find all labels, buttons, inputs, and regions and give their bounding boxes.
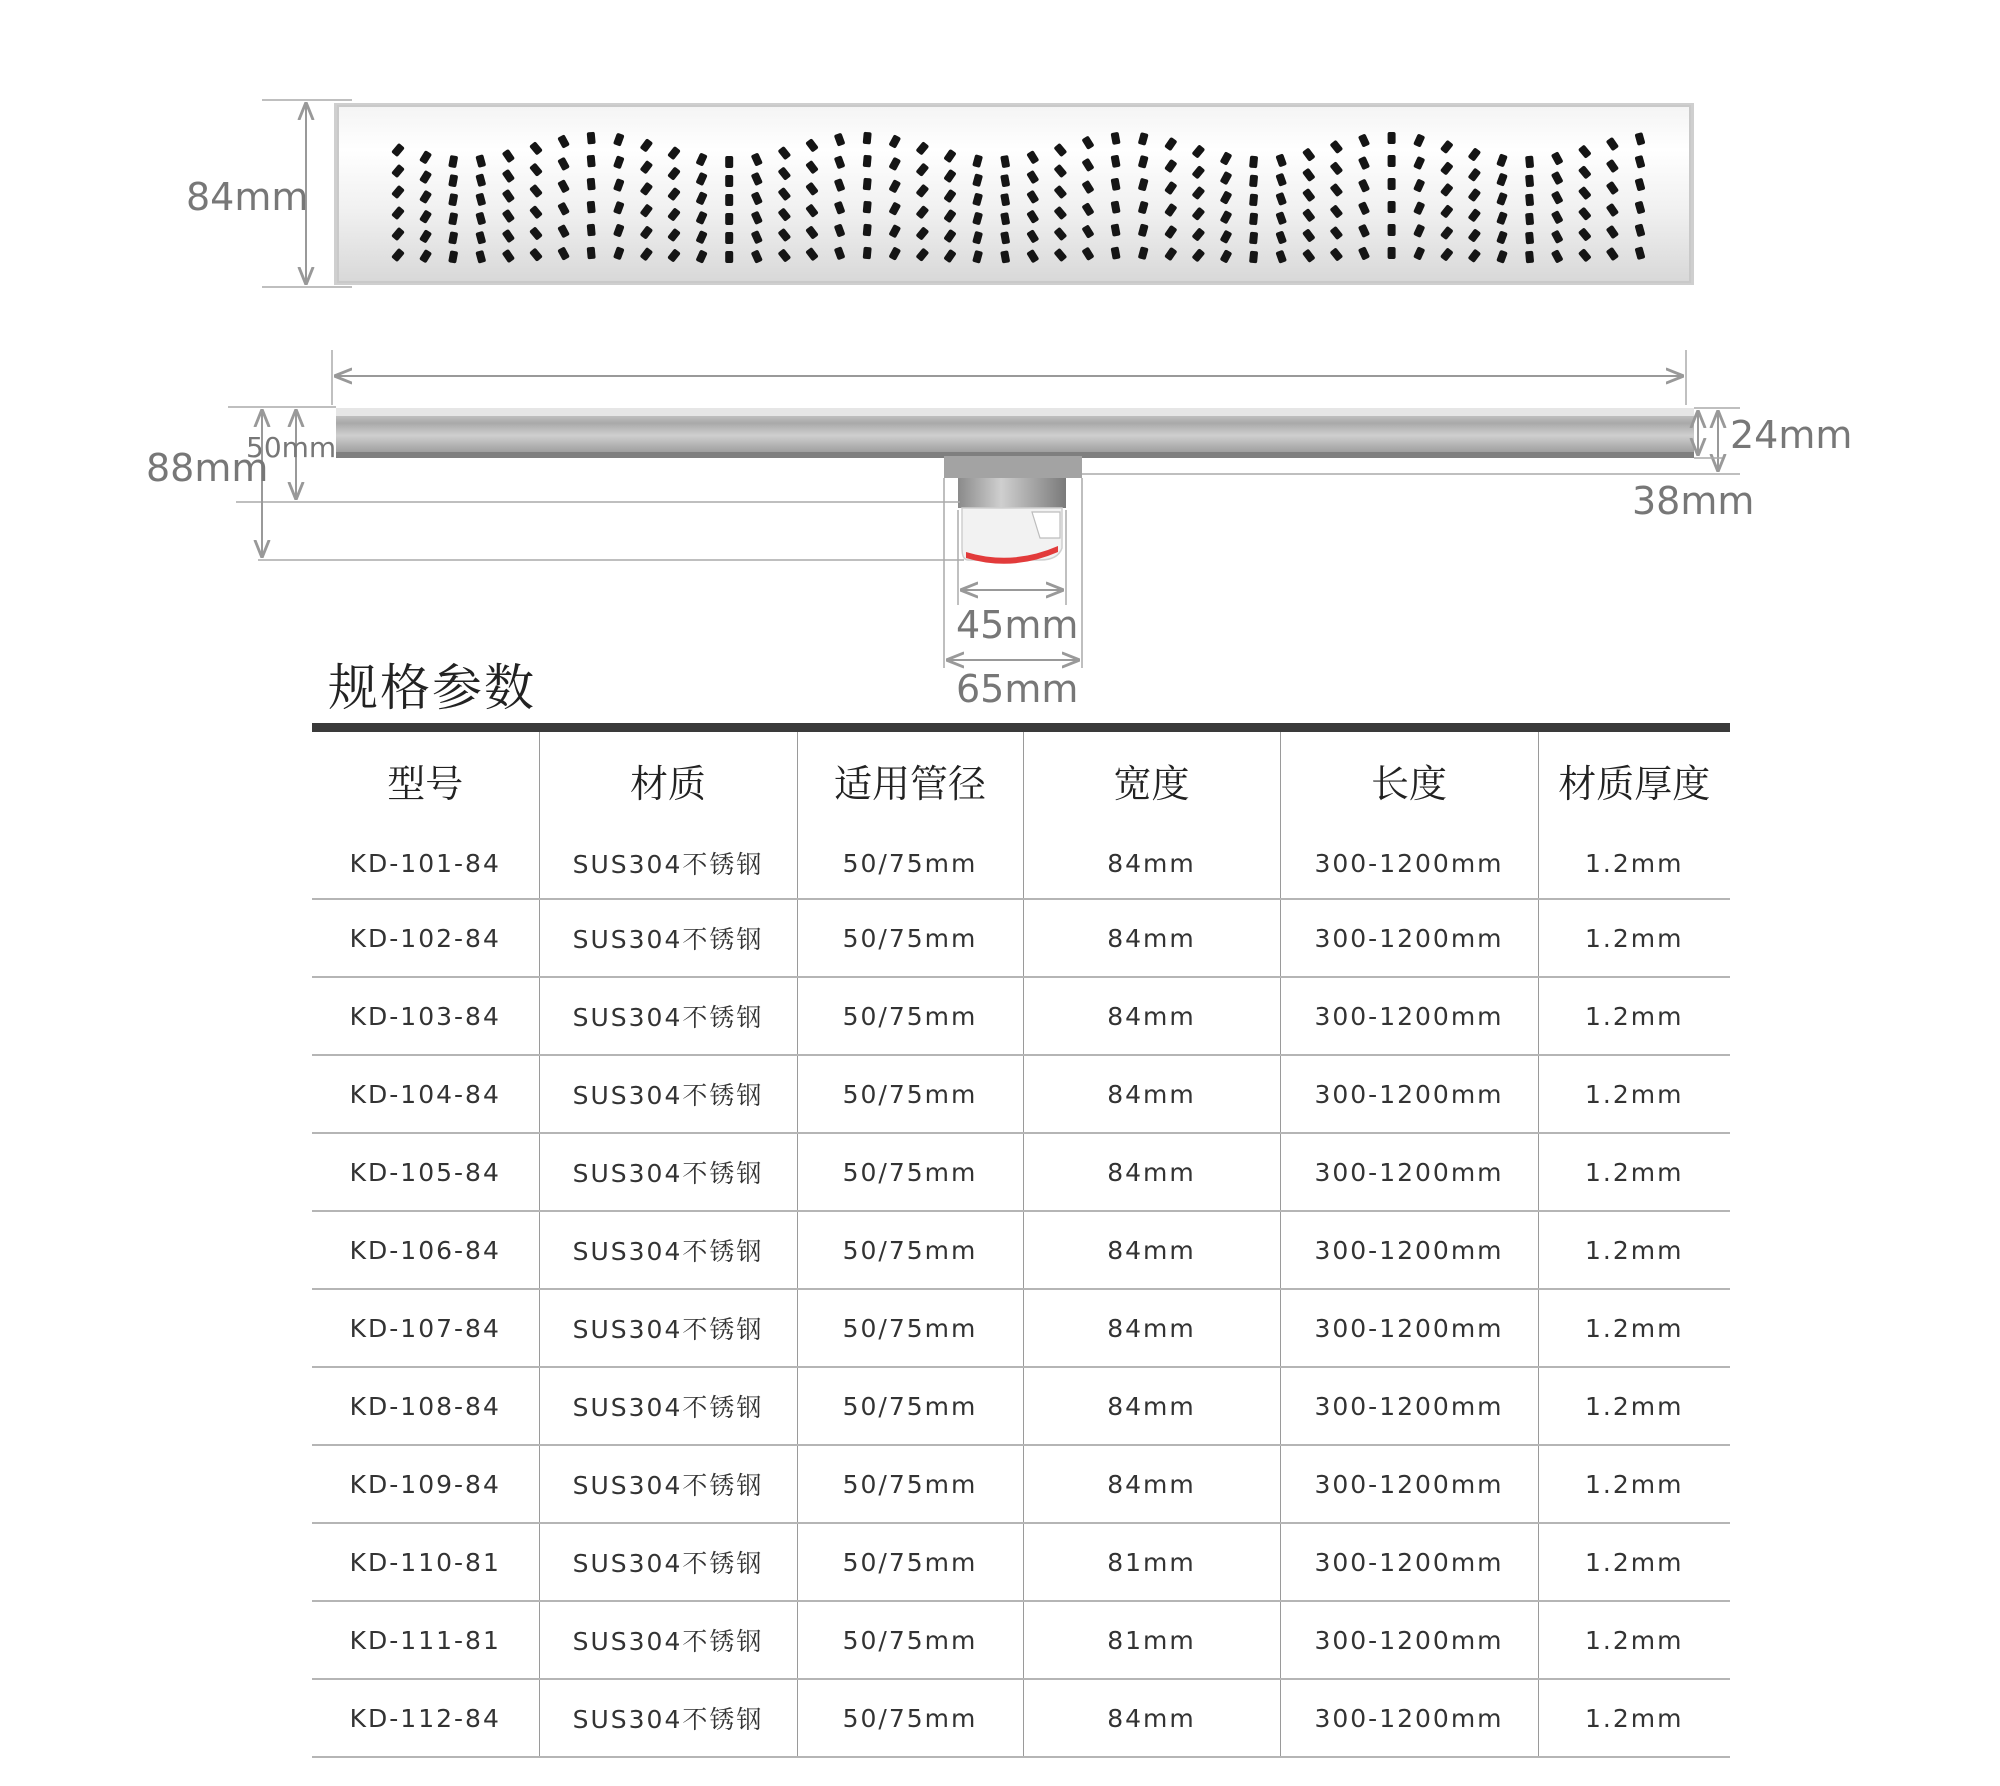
header-length: 长度 bbox=[1280, 732, 1538, 828]
cell-pipe-diameter: 50/75mm bbox=[797, 1445, 1023, 1523]
cell-pipe-diameter: 50/75mm bbox=[797, 1679, 1023, 1757]
cell-material: SUS304不锈钢 bbox=[539, 1601, 797, 1679]
cell-length: 300-1200mm bbox=[1280, 1211, 1538, 1289]
header-pipe-diameter: 适用管径 bbox=[797, 732, 1023, 828]
cell-length: 300-1200mm bbox=[1280, 1679, 1538, 1757]
cell-width: 84mm bbox=[1023, 1367, 1280, 1445]
cell-material: SUS304不锈钢 bbox=[539, 1679, 797, 1757]
table-row bbox=[312, 1133, 1730, 1211]
cell-width: 84mm bbox=[1023, 1445, 1280, 1523]
cell-model: KD-112-84 bbox=[312, 1679, 539, 1757]
pipe-outer-label: 65mm bbox=[956, 667, 1079, 711]
spec-title-bar bbox=[312, 723, 1730, 732]
cell-thickness: 1.2mm bbox=[1538, 828, 1730, 899]
grate-hole bbox=[1388, 178, 1396, 190]
grate-hole bbox=[1525, 156, 1534, 169]
cell-length: 300-1200mm bbox=[1280, 828, 1538, 899]
cell-material: SUS304不锈钢 bbox=[539, 977, 797, 1055]
cell-pipe-diameter: 50/75mm bbox=[797, 977, 1023, 1055]
cell-material: SUS304不锈钢 bbox=[539, 1367, 797, 1445]
grate-hole bbox=[1249, 175, 1258, 188]
grate-hole bbox=[863, 178, 872, 191]
grate-hole bbox=[725, 156, 733, 168]
cell-width: 84mm bbox=[1023, 1289, 1280, 1367]
header-model: 型号 bbox=[387, 761, 464, 806]
header-thickness: 材质厚度 bbox=[1538, 732, 1730, 828]
cell-width: 81mm bbox=[1023, 1601, 1280, 1679]
width-dimension bbox=[186, 100, 352, 287]
spec-table bbox=[312, 732, 1730, 1758]
table-row bbox=[312, 1211, 1730, 1289]
grate-hole bbox=[863, 247, 872, 260]
cell-thickness: 1.2mm bbox=[1538, 977, 1730, 1055]
header-material: 材质 bbox=[539, 732, 797, 828]
grate-hole bbox=[1525, 175, 1534, 188]
table-row bbox=[312, 1679, 1730, 1757]
grate-hole bbox=[1249, 194, 1258, 207]
cell-model: KD-104-84 bbox=[312, 1055, 539, 1133]
cell-width: 84mm bbox=[1023, 977, 1280, 1055]
cell-model: KD-106-84 bbox=[312, 1211, 539, 1289]
grate-hole bbox=[863, 224, 872, 237]
cell-length: 300-1200mm bbox=[1280, 1133, 1538, 1211]
header-width: 宽度 bbox=[1023, 732, 1280, 828]
cell-material: SUS304不锈钢 bbox=[539, 1523, 797, 1601]
grate-hole bbox=[587, 201, 596, 214]
cell-model: KD-103-84 bbox=[312, 977, 539, 1055]
grate-hole bbox=[725, 251, 733, 263]
cell-material: SUS304不锈钢 bbox=[539, 1289, 797, 1367]
pipe-inner-label: 45mm bbox=[956, 603, 1079, 647]
cell-pipe-diameter: 50/75mm bbox=[797, 828, 1023, 899]
cell-pipe-diameter: 50/75mm bbox=[797, 1523, 1023, 1601]
cell-material: SUS304不锈钢 bbox=[539, 899, 797, 977]
table-row bbox=[312, 1523, 1730, 1601]
grate-hole bbox=[1249, 251, 1258, 264]
grate-hole bbox=[1525, 251, 1534, 264]
grate-hole bbox=[1525, 213, 1534, 226]
cell-pipe-diameter: 50/75mm bbox=[797, 1367, 1023, 1445]
table-row bbox=[312, 1445, 1730, 1523]
cell-length: 300-1200mm bbox=[1280, 899, 1538, 977]
grate-hole bbox=[725, 213, 733, 225]
cell-thickness: 1.2mm bbox=[1538, 1601, 1730, 1679]
cell-material: SUS304不锈钢 bbox=[539, 828, 797, 899]
grate-hole bbox=[1388, 155, 1396, 167]
cell-length: 300-1200mm bbox=[1280, 1445, 1538, 1523]
product-dimension-diagram bbox=[0, 0, 2000, 720]
cell-thickness: 1.2mm bbox=[1538, 1445, 1730, 1523]
cell-thickness: 1.2mm bbox=[1538, 899, 1730, 977]
width-label: 84mm bbox=[186, 175, 309, 219]
table-row bbox=[312, 977, 1730, 1055]
cell-model: KD-102-84 bbox=[312, 899, 539, 977]
grate-hole bbox=[587, 224, 596, 237]
cell-length: 300-1200mm bbox=[1280, 1055, 1538, 1133]
spec-title: 规格参数 bbox=[328, 659, 536, 717]
cell-model: KD-107-84 bbox=[312, 1289, 539, 1367]
channel-side-view bbox=[332, 350, 1694, 564]
cell-thickness: 1.2mm bbox=[1538, 1289, 1730, 1367]
grate-hole bbox=[587, 155, 596, 168]
cell-thickness: 1.2mm bbox=[1538, 1211, 1730, 1289]
cell-pipe-diameter: 50/75mm bbox=[797, 1601, 1023, 1679]
cell-width: 84mm bbox=[1023, 828, 1280, 899]
cell-pipe-diameter: 50/75mm bbox=[797, 899, 1023, 977]
cell-thickness: 1.2mm bbox=[1538, 1055, 1730, 1133]
grate-hole bbox=[725, 194, 733, 206]
cell-width: 84mm bbox=[1023, 1679, 1280, 1757]
cell-length: 300-1200mm bbox=[1280, 1367, 1538, 1445]
cell-material: SUS304不锈钢 bbox=[539, 1055, 797, 1133]
grate-hole bbox=[863, 132, 872, 145]
grate-hole bbox=[587, 247, 596, 260]
cell-model: KD-111-81 bbox=[312, 1601, 539, 1679]
total-height-label: 88mm bbox=[146, 446, 269, 490]
cell-material: SUS304不锈钢 bbox=[539, 1445, 797, 1523]
grate-hole bbox=[1249, 213, 1258, 226]
rim-height-label: 24mm bbox=[1730, 413, 1853, 457]
grate-hole bbox=[863, 155, 872, 168]
cell-thickness: 1.2mm bbox=[1538, 1523, 1730, 1601]
cell-model: KD-108-84 bbox=[312, 1367, 539, 1445]
grate-hole bbox=[1525, 194, 1534, 207]
grate-hole bbox=[1388, 247, 1396, 259]
cell-width: 81mm bbox=[1023, 1523, 1280, 1601]
cell-length: 300-1200mm bbox=[1280, 977, 1538, 1055]
cell-model: KD-105-84 bbox=[312, 1133, 539, 1211]
grate-hole bbox=[587, 132, 596, 145]
grate-hole bbox=[863, 201, 872, 214]
cell-width: 84mm bbox=[1023, 899, 1280, 977]
cell-model: KD-110-81 bbox=[312, 1523, 539, 1601]
grate-hole bbox=[725, 232, 733, 244]
table-row bbox=[312, 899, 1730, 977]
cell-model: KD-109-84 bbox=[312, 1445, 539, 1523]
table-row bbox=[312, 1055, 1730, 1133]
grate-hole bbox=[725, 175, 733, 187]
grate-hole bbox=[1388, 201, 1396, 213]
grate-hole bbox=[1388, 132, 1396, 144]
cell-thickness: 1.2mm bbox=[1538, 1133, 1730, 1211]
table-row bbox=[312, 1367, 1730, 1445]
cell-pipe-diameter: 50/75mm bbox=[797, 1289, 1023, 1367]
grate-hole bbox=[1249, 232, 1258, 245]
cell-pipe-diameter: 50/75mm bbox=[797, 1211, 1023, 1289]
outlet-offset-label: 38mm bbox=[1632, 479, 1755, 523]
table-row bbox=[312, 1601, 1730, 1679]
cell-width: 84mm bbox=[1023, 1211, 1280, 1289]
grate-hole bbox=[1525, 232, 1534, 245]
grate-hole bbox=[1249, 156, 1258, 169]
table-row bbox=[312, 1289, 1730, 1367]
cell-pipe-diameter: 50/75mm bbox=[797, 1055, 1023, 1133]
cell-material: SUS304不锈钢 bbox=[539, 1133, 797, 1211]
channel-height-label: 50mm bbox=[246, 431, 337, 464]
cell-material: SUS304不锈钢 bbox=[539, 1211, 797, 1289]
cell-thickness: 1.2mm bbox=[1538, 1679, 1730, 1757]
grate-hole bbox=[587, 178, 596, 191]
cell-length: 300-1200mm bbox=[1280, 1601, 1538, 1679]
cell-length: 300-1200mm bbox=[1280, 1523, 1538, 1601]
cell-width: 84mm bbox=[1023, 1133, 1280, 1211]
cell-length: 300-1200mm bbox=[1280, 1289, 1538, 1367]
cell-model: KD-101-84 bbox=[312, 828, 539, 899]
cell-pipe-diameter: 50/75mm bbox=[797, 1133, 1023, 1211]
spec-header-row bbox=[312, 732, 1730, 828]
table-row bbox=[312, 828, 1730, 899]
grate-top-view bbox=[334, 103, 1694, 285]
grate-hole bbox=[1388, 224, 1396, 236]
cell-width: 84mm bbox=[1023, 1055, 1280, 1133]
cell-thickness: 1.2mm bbox=[1538, 1367, 1730, 1445]
